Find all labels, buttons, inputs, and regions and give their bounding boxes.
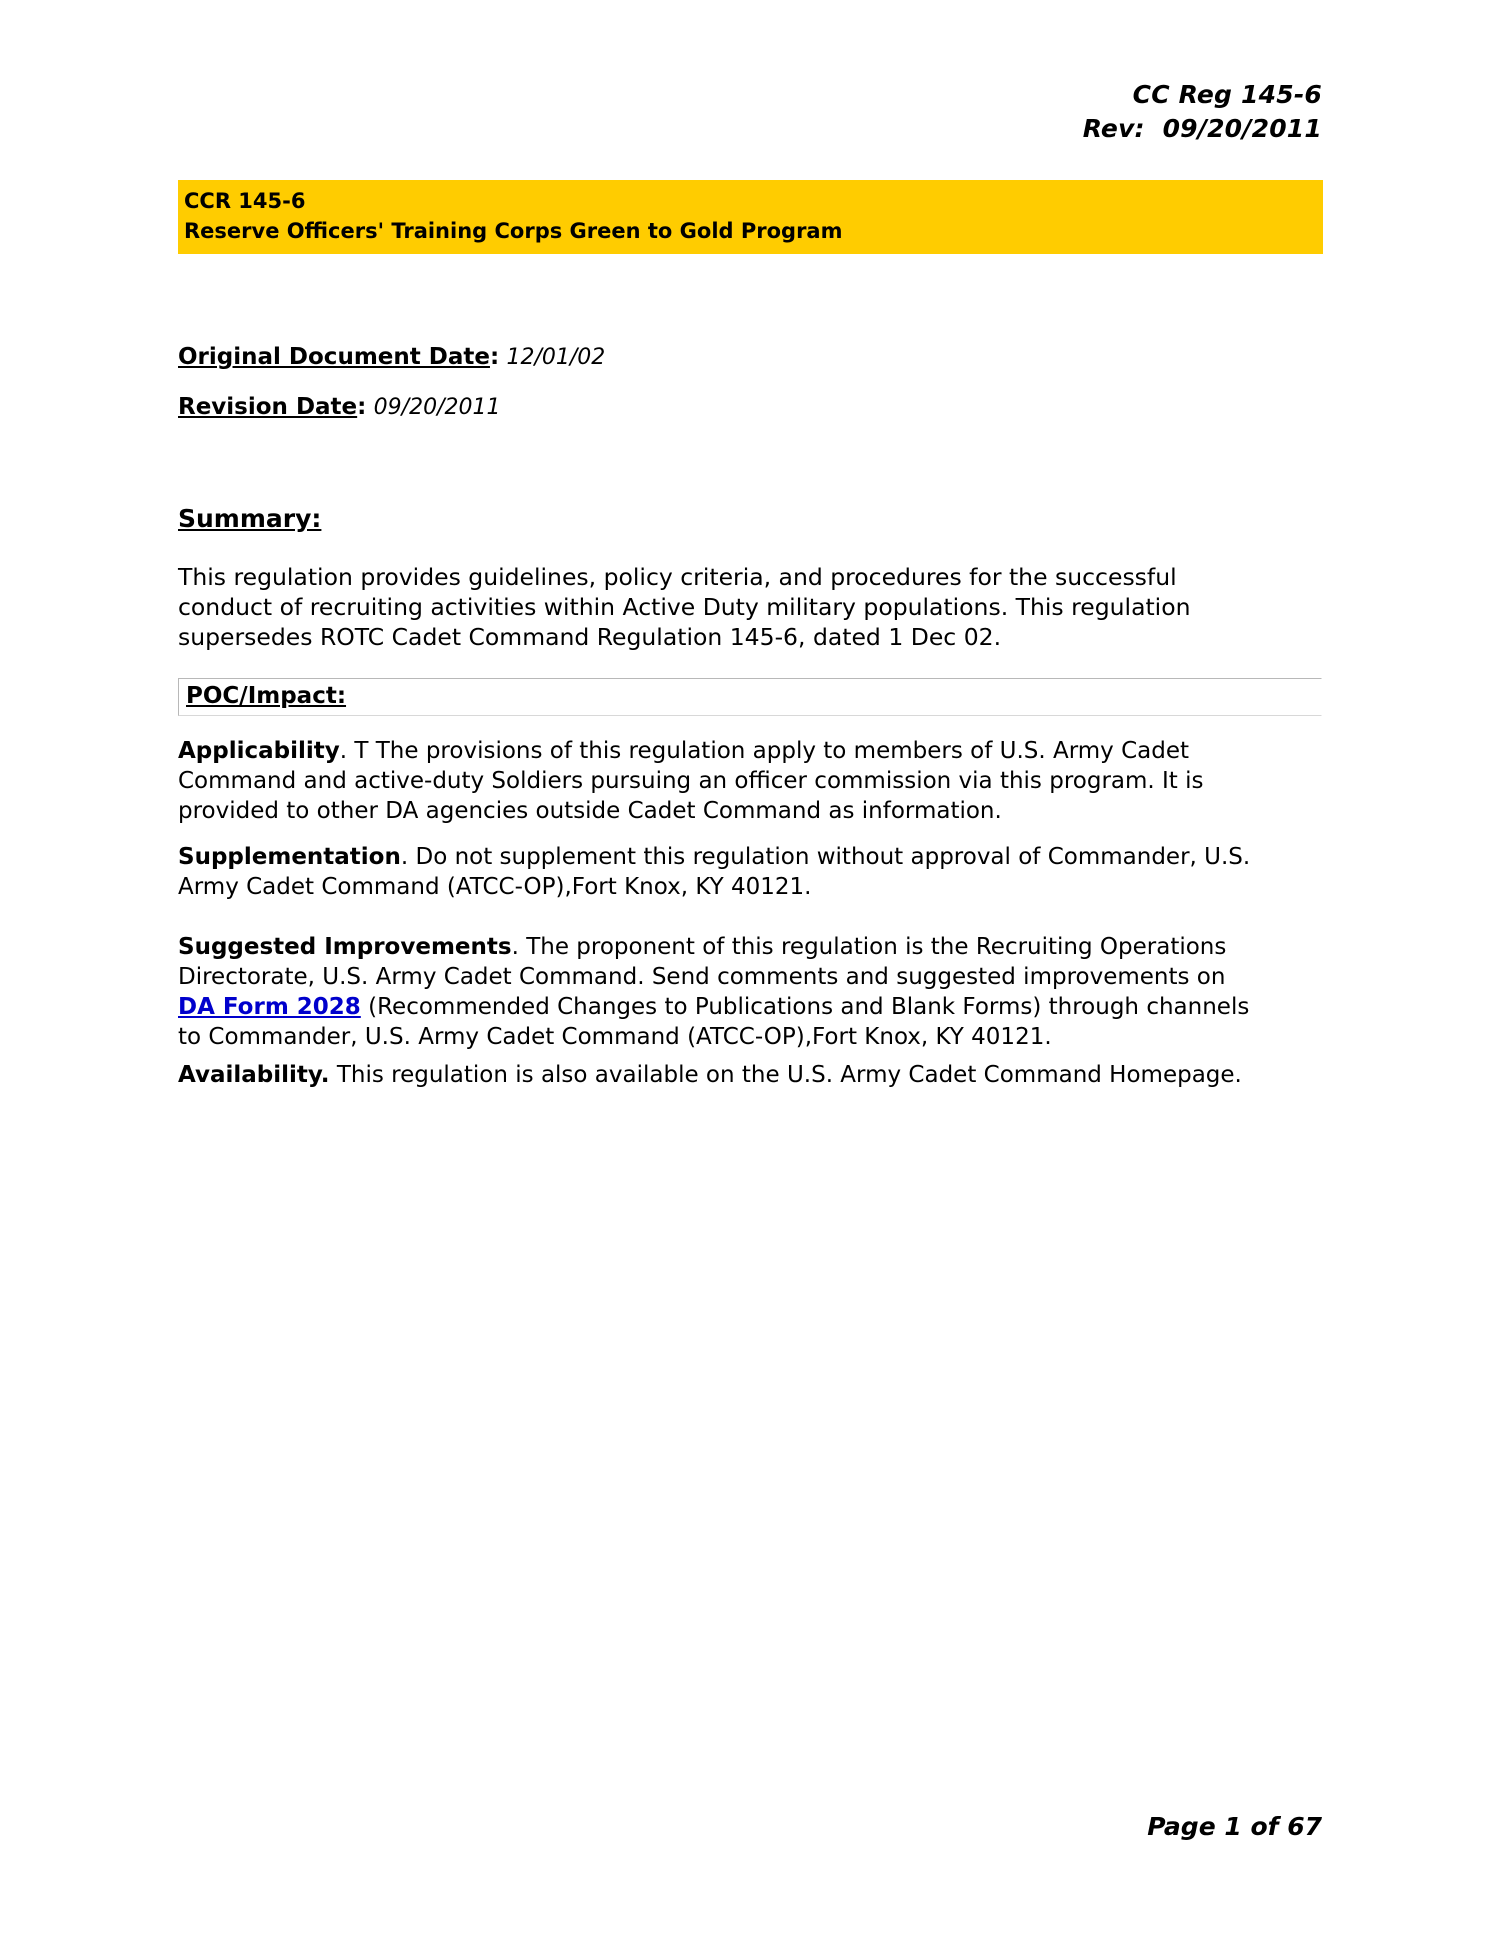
revision-date-row (178, 392, 500, 423)
applicability-text: . T The provisions of this regulation apply to members of U.S. Army Cadet Command and active-duty Soldiers pursuing an officer commission via this program. It is provided to other DA agencies outside Cadet Command as information. (178, 738, 1204, 824)
availability-text: This regulation is also available on the U.S. Army Cadet Command Homepage. (329, 1062, 1242, 1088)
availability-paragraph (178, 1060, 1268, 1090)
poc-impact-heading: POC/Impact: (186, 683, 347, 709)
suggested-improvements-paragraph (178, 932, 1268, 1052)
revision-date-label: Revision Date (178, 394, 358, 420)
regulation-number: CC Reg 145-6 (1132, 80, 1322, 109)
original-document-date-label: Original Document Date (178, 344, 490, 370)
document-header (1083, 78, 1322, 146)
original-date-colon: : (489, 344, 500, 370)
title-banner (178, 180, 1323, 254)
suggested-improvements-text-before-link: . The proponent of this regulation is the Recruiting Operations Directorate, U.S. Army Cadet Command. Send comments and suggested improvements on (178, 934, 1227, 990)
availability-label: Availability. (178, 1062, 330, 1088)
original-document-date-row (178, 342, 605, 373)
applicability-paragraph (178, 736, 1268, 826)
summary-heading: Summary: (178, 504, 322, 533)
applicability-label: Applicability (178, 738, 340, 764)
original-document-date-value: 12/01/02 (506, 345, 606, 370)
page-footer: Page 1 of 67 (1147, 1812, 1322, 1841)
banner-title: Reserve Officers' Training Corps Green to Gold Program (184, 219, 843, 243)
da-form-2028-link[interactable]: DA Form 2028 (178, 994, 361, 1020)
revision-label: Rev: 09/20/2011 (1082, 114, 1322, 143)
suggested-improvements-text-after-link: (Recommended Changes to Publications and Blank Forms) through channels to Commander, U.S. Army Cadet Command (ATCC-OP),Fort Knox, KY 40121. (178, 994, 1250, 1050)
supplementation-label: Supplementation (178, 844, 401, 870)
revision-date-value: 09/20/2011 (373, 395, 501, 420)
banner-code: CCR 145-6 (184, 189, 306, 213)
suggested-improvements-label: Suggested Improvements (178, 934, 512, 960)
supplementation-paragraph (178, 842, 1268, 902)
revision-date-colon: : (357, 394, 367, 420)
poc-impact-box (178, 678, 1322, 716)
summary-paragraph: This regulation provides guidelines, policy criteria, and procedures for the successful conduct of recruiting activities within Active Duty military populations. This regulation supersedes ROTC Cadet Command Regulation 145-6, dated 1 Dec 02. (178, 563, 1191, 651)
supplementation-text: . Do not supplement this regulation without approval of Commander, U.S. Army Cadet Command (ATCC-OP),Fort Knox, KY 40121. (178, 844, 1251, 900)
